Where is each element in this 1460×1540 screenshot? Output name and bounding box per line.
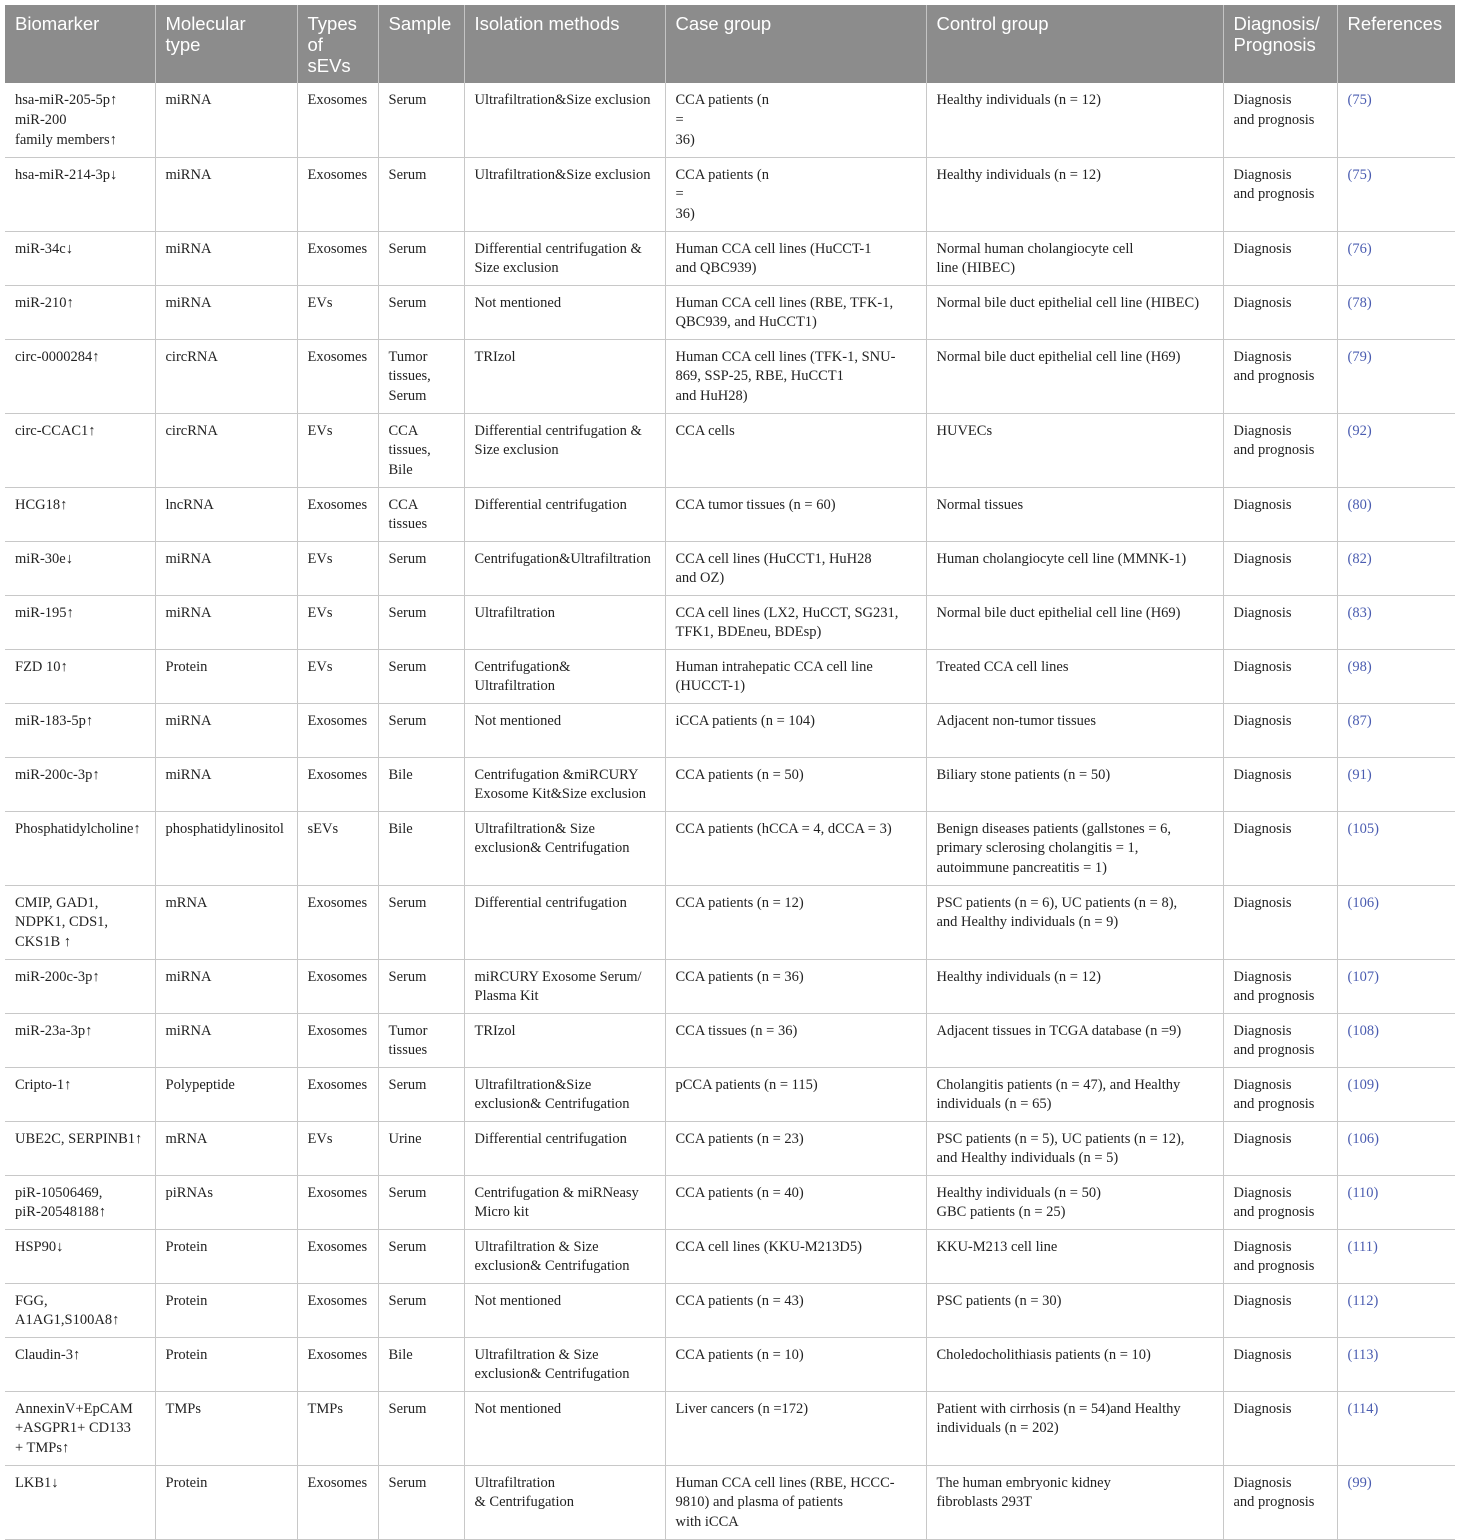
cell-diagnosis-prognosis: Diagnosis and prognosis xyxy=(1223,339,1337,413)
cell-isolation-methods: Not mentioned xyxy=(464,703,665,757)
table-row xyxy=(5,1067,1455,1121)
cell-molecular-type: Protein xyxy=(155,1229,297,1283)
cell-isolation-methods: Differential centrifugation & Size exclusion xyxy=(464,231,665,285)
cell-sample: Tumor tissues xyxy=(378,1013,464,1067)
cell-references[interactable]: (110) xyxy=(1337,1175,1455,1229)
cell-sample: Serum xyxy=(378,285,464,339)
cell-types-of-sevs: Exosomes xyxy=(297,231,378,285)
cell-control-group: Healthy individuals (n = 12) xyxy=(926,157,1223,231)
cell-sample: Serum xyxy=(378,83,464,157)
cell-types-of-sevs: Exosomes xyxy=(297,1175,378,1229)
cell-isolation-methods: Not mentioned xyxy=(464,285,665,339)
cell-biomarker: HSP90↓ xyxy=(5,1229,155,1283)
cell-references[interactable]: (111) xyxy=(1337,1229,1455,1283)
cell-case-group: Human CCA cell lines (TFK-1, SNU- 869, SSP-25, RBE, HuCCT1 and HuH28) xyxy=(665,339,926,413)
cell-biomarker: piR-10506469, piR-20548188↑ xyxy=(5,1175,155,1229)
table-row xyxy=(5,1391,1455,1465)
table-row xyxy=(5,487,1455,541)
cell-isolation-methods: Ultrafiltration & Size exclusion& Centrifugation xyxy=(464,1229,665,1283)
cell-diagnosis-prognosis: Diagnosis and prognosis xyxy=(1223,413,1337,487)
table-row xyxy=(5,1465,1455,1539)
cell-references[interactable]: (114) xyxy=(1337,1391,1455,1465)
cell-biomarker: miR-34c↓ xyxy=(5,231,155,285)
cell-diagnosis-prognosis: Diagnosis xyxy=(1223,285,1337,339)
table-row xyxy=(5,339,1455,413)
cell-control-group: HUVECs xyxy=(926,413,1223,487)
cell-types-of-sevs: Exosomes xyxy=(297,703,378,757)
cell-diagnosis-prognosis: Diagnosis xyxy=(1223,649,1337,703)
cell-diagnosis-prognosis: Diagnosis and prognosis xyxy=(1223,1175,1337,1229)
cell-types-of-sevs: EVs xyxy=(297,413,378,487)
cell-biomarker: Cripto-1↑ xyxy=(5,1067,155,1121)
cell-isolation-methods: Ultrafiltration&Size exclusion& Centrifugation xyxy=(464,1067,665,1121)
cell-types-of-sevs: Exosomes xyxy=(297,339,378,413)
cell-references[interactable]: (106) xyxy=(1337,885,1455,959)
cell-types-of-sevs: Exosomes xyxy=(297,1283,378,1337)
cell-sample: Bile xyxy=(378,1337,464,1391)
cell-diagnosis-prognosis: Diagnosis xyxy=(1223,885,1337,959)
cell-case-group: Human CCA cell lines (HuCCT-1 and QBC939) xyxy=(665,231,926,285)
cell-references[interactable]: (75) xyxy=(1337,83,1455,157)
cell-types-of-sevs: Exosomes xyxy=(297,757,378,811)
cell-biomarker: hsa-miR-214-3p↓ xyxy=(5,157,155,231)
cell-diagnosis-prognosis: Diagnosis xyxy=(1223,1121,1337,1175)
cell-molecular-type: miRNA xyxy=(155,541,297,595)
cell-types-of-sevs: EVs xyxy=(297,285,378,339)
cell-sample: Tumor tissues, Serum xyxy=(378,339,464,413)
cell-control-group: Benign diseases patients (gallstones = 6, primary sclerosing cholangitis = 1, autoimmune pancreatitis = 1) xyxy=(926,811,1223,885)
cell-isolation-methods: Differential centrifugation xyxy=(464,487,665,541)
header-isolation-methods: Isolation methods xyxy=(464,5,665,83)
header-types-of-sevs: Types of sEVs xyxy=(297,5,378,83)
header-molecular-type: Molecular type xyxy=(155,5,297,83)
cell-sample: Serum xyxy=(378,157,464,231)
cell-diagnosis-prognosis: Diagnosis and prognosis xyxy=(1223,1465,1337,1539)
cell-case-group: CCA patients (n = 40) xyxy=(665,1175,926,1229)
header-case-group: Case group xyxy=(665,5,926,83)
cell-types-of-sevs: Exosomes xyxy=(297,959,378,1013)
header-references: References xyxy=(1337,5,1455,83)
header-diagnosis-prognosis: Diagnosis/ Prognosis xyxy=(1223,5,1337,83)
cell-control-group: PSC patients (n = 30) xyxy=(926,1283,1223,1337)
cell-case-group: Human intrahepatic CCA cell line (HUCCT-1) xyxy=(665,649,926,703)
table-row xyxy=(5,885,1455,959)
cell-case-group: CCA patients (n = 12) xyxy=(665,885,926,959)
cell-isolation-methods: Ultrafiltration&Size exclusion xyxy=(464,83,665,157)
cell-sample: Bile xyxy=(378,811,464,885)
cell-control-group: Cholangitis patients (n = 47), and Healthy individuals (n = 65) xyxy=(926,1067,1223,1121)
cell-references[interactable]: (105) xyxy=(1337,811,1455,885)
cell-references[interactable]: (106) xyxy=(1337,1121,1455,1175)
cell-molecular-type: circRNA xyxy=(155,339,297,413)
cell-case-group: CCA patients (n = 36) xyxy=(665,959,926,1013)
cell-control-group: Adjacent non-tumor tissues xyxy=(926,703,1223,757)
table-row xyxy=(5,1229,1455,1283)
cell-isolation-methods: Differential centrifugation xyxy=(464,1121,665,1175)
cell-molecular-type: miRNA xyxy=(155,83,297,157)
cell-control-group: Normal bile duct epithelial cell line (H69) xyxy=(926,339,1223,413)
cell-molecular-type: mRNA xyxy=(155,1121,297,1175)
cell-control-group: Healthy individuals (n = 50) GBC patients (n = 25) xyxy=(926,1175,1223,1229)
cell-control-group: Human cholangiocyte cell line (MMNK-1) xyxy=(926,541,1223,595)
cell-isolation-methods: miRCURY Exosome Serum/ Plasma Kit xyxy=(464,959,665,1013)
cell-references[interactable]: (75) xyxy=(1337,157,1455,231)
cell-diagnosis-prognosis: Diagnosis xyxy=(1223,1337,1337,1391)
cell-biomarker: miR-200c-3p↑ xyxy=(5,757,155,811)
cell-isolation-methods: Ultrafiltration&Size exclusion xyxy=(464,157,665,231)
cell-biomarker: miR-30e↓ xyxy=(5,541,155,595)
cell-case-group: Human CCA cell lines (RBE, HCCC- 9810) and plasma of patients with iCCA xyxy=(665,1465,926,1539)
cell-molecular-type: Protein xyxy=(155,649,297,703)
cell-isolation-methods: Differential centrifugation & Size exclusion xyxy=(464,413,665,487)
cell-molecular-type: Polypeptide xyxy=(155,1067,297,1121)
cell-molecular-type: miRNA xyxy=(155,757,297,811)
cell-case-group: CCA patients (hCCA = 4, dCCA = 3) xyxy=(665,811,926,885)
cell-types-of-sevs: sEVs xyxy=(297,811,378,885)
table-row xyxy=(5,1121,1455,1175)
cell-control-group: PSC patients (n = 5), UC patients (n = 12), and Healthy individuals (n = 5) xyxy=(926,1121,1223,1175)
cell-references[interactable]: (79) xyxy=(1337,339,1455,413)
cell-isolation-methods: Not mentioned xyxy=(464,1283,665,1337)
cell-molecular-type: miRNA xyxy=(155,595,297,649)
cell-references[interactable]: (99) xyxy=(1337,1465,1455,1539)
cell-molecular-type: Protein xyxy=(155,1465,297,1539)
cell-isolation-methods: TRIzol xyxy=(464,339,665,413)
table-body xyxy=(5,83,1455,1539)
cell-references[interactable]: (82) xyxy=(1337,541,1455,595)
cell-sample: Serum xyxy=(378,703,464,757)
cell-control-group: Normal human cholangiocyte cell line (HIBEC) xyxy=(926,231,1223,285)
cell-biomarker: circ-0000284↑ xyxy=(5,339,155,413)
cell-types-of-sevs: Exosomes xyxy=(297,885,378,959)
cell-control-group: Normal bile duct epithelial cell line (H69) xyxy=(926,595,1223,649)
cell-case-group: iCCA patients (n = 104) xyxy=(665,703,926,757)
cell-isolation-methods: TRIzol xyxy=(464,1013,665,1067)
cell-case-group: CCA cell lines (LX2, HuCCT, SG231, TFK1, BDEneu, BDEsp) xyxy=(665,595,926,649)
table-header xyxy=(5,5,1455,83)
cell-biomarker: miR-210↑ xyxy=(5,285,155,339)
table-row xyxy=(5,1175,1455,1229)
cell-case-group: CCA patients (n = 36) xyxy=(665,157,926,231)
cell-molecular-type: miRNA xyxy=(155,1013,297,1067)
cell-types-of-sevs: Exosomes xyxy=(297,1337,378,1391)
cell-types-of-sevs: Exosomes xyxy=(297,1067,378,1121)
cell-references[interactable]: (83) xyxy=(1337,595,1455,649)
table-row xyxy=(5,1337,1455,1391)
cell-types-of-sevs: Exosomes xyxy=(297,157,378,231)
cell-case-group: CCA cell lines (KKU-M213D5) xyxy=(665,1229,926,1283)
table-row xyxy=(5,83,1455,157)
cell-references[interactable]: (108) xyxy=(1337,1013,1455,1067)
cell-biomarker: circ-CCAC1↑ xyxy=(5,413,155,487)
cell-sample: Serum xyxy=(378,541,464,595)
cell-diagnosis-prognosis: Diagnosis xyxy=(1223,757,1337,811)
cell-control-group: Biliary stone patients (n = 50) xyxy=(926,757,1223,811)
cell-references[interactable]: (109) xyxy=(1337,1067,1455,1121)
cell-sample: Urine xyxy=(378,1121,464,1175)
cell-types-of-sevs: Exosomes xyxy=(297,1013,378,1067)
cell-sample: Bile xyxy=(378,757,464,811)
cell-isolation-methods: Centrifugation &miRCURY Exosome Kit&Size exclusion xyxy=(464,757,665,811)
cell-biomarker: LKB1↓ xyxy=(5,1465,155,1539)
cell-molecular-type: piRNAs xyxy=(155,1175,297,1229)
cell-sample: CCA tissues, Bile xyxy=(378,413,464,487)
cell-diagnosis-prognosis: Diagnosis and prognosis xyxy=(1223,959,1337,1013)
table-row xyxy=(5,649,1455,703)
cell-molecular-type: mRNA xyxy=(155,885,297,959)
table-row xyxy=(5,1013,1455,1067)
cell-molecular-type: phosphatidylinositol xyxy=(155,811,297,885)
cell-biomarker: hsa-miR-205-5p↑ miR-200 family members↑ xyxy=(5,83,155,157)
cell-molecular-type: TMPs xyxy=(155,1391,297,1465)
table-row xyxy=(5,157,1455,231)
cell-sample: Serum xyxy=(378,1175,464,1229)
cell-molecular-type: miRNA xyxy=(155,231,297,285)
cell-types-of-sevs: TMPs xyxy=(297,1391,378,1465)
cell-diagnosis-prognosis: Diagnosis and prognosis xyxy=(1223,83,1337,157)
cell-biomarker: Phosphatidylcholine↑ xyxy=(5,811,155,885)
cell-control-group: Healthy individuals (n = 12) xyxy=(926,83,1223,157)
table-row xyxy=(5,413,1455,487)
cell-isolation-methods: Ultrafiltration xyxy=(464,595,665,649)
cell-case-group: CCA cells xyxy=(665,413,926,487)
cell-case-group: CCA tissues (n = 36) xyxy=(665,1013,926,1067)
cell-case-group: pCCA patients (n = 115) xyxy=(665,1067,926,1121)
cell-molecular-type: miRNA xyxy=(155,285,297,339)
cell-diagnosis-prognosis: Diagnosis xyxy=(1223,811,1337,885)
cell-molecular-type: circRNA xyxy=(155,413,297,487)
cell-references[interactable]: (87) xyxy=(1337,703,1455,757)
cell-sample: Serum xyxy=(378,231,464,285)
cell-references[interactable]: (91) xyxy=(1337,757,1455,811)
cell-diagnosis-prognosis: Diagnosis xyxy=(1223,595,1337,649)
cell-control-group: Normal bile duct epithelial cell line (HIBEC) xyxy=(926,285,1223,339)
cell-molecular-type: Protein xyxy=(155,1283,297,1337)
cell-biomarker: HCG18↑ xyxy=(5,487,155,541)
cell-references[interactable]: (80) xyxy=(1337,487,1455,541)
cell-sample: Serum xyxy=(378,959,464,1013)
cell-references[interactable]: (92) xyxy=(1337,413,1455,487)
cell-sample: CCA tissues xyxy=(378,487,464,541)
cell-case-group: CCA patients (n = 43) xyxy=(665,1283,926,1337)
cell-sample: Serum xyxy=(378,1067,464,1121)
table-container xyxy=(5,5,1455,1540)
cell-biomarker: FZD 10↑ xyxy=(5,649,155,703)
header-biomarker: Biomarker xyxy=(5,5,155,83)
cell-control-group: The human embryonic kidney fibroblasts 293T xyxy=(926,1465,1223,1539)
cell-isolation-methods: Differential centrifugation xyxy=(464,885,665,959)
cell-control-group: Choledocholithiasis patients (n = 10) xyxy=(926,1337,1223,1391)
table-row xyxy=(5,959,1455,1013)
cell-molecular-type: miRNA xyxy=(155,703,297,757)
cell-sample: Serum xyxy=(378,1229,464,1283)
cell-case-group: CCA tumor tissues (n = 60) xyxy=(665,487,926,541)
cell-sample: Serum xyxy=(378,1283,464,1337)
cell-isolation-methods: Ultrafiltration & Centrifugation xyxy=(464,1465,665,1539)
cell-biomarker: miR-195↑ xyxy=(5,595,155,649)
cell-references[interactable]: (113) xyxy=(1337,1337,1455,1391)
cell-sample: Serum xyxy=(378,595,464,649)
cell-types-of-sevs: EVs xyxy=(297,541,378,595)
cell-control-group: PSC patients (n = 6), UC patients (n = 8), and Healthy individuals (n = 9) xyxy=(926,885,1223,959)
cell-diagnosis-prognosis: Diagnosis xyxy=(1223,487,1337,541)
cell-diagnosis-prognosis: Diagnosis xyxy=(1223,1391,1337,1465)
header-row xyxy=(5,5,1455,83)
cell-case-group: CCA patients (n = 23) xyxy=(665,1121,926,1175)
cell-biomarker: Claudin-3↑ xyxy=(5,1337,155,1391)
cell-types-of-sevs: EVs xyxy=(297,595,378,649)
cell-molecular-type: miRNA xyxy=(155,959,297,1013)
cell-biomarker: FGG, A1AG1,S100A8↑ xyxy=(5,1283,155,1337)
cell-biomarker: CMIP, GAD1, NDPK1, CDS1, CKS1B ↑ xyxy=(5,885,155,959)
cell-types-of-sevs: EVs xyxy=(297,1121,378,1175)
cell-isolation-methods: Ultrafiltration& Size exclusion& Centrifugation xyxy=(464,811,665,885)
cell-case-group: CCA patients (n = 50) xyxy=(665,757,926,811)
cell-types-of-sevs: Exosomes xyxy=(297,1229,378,1283)
cell-biomarker: miR-23a-3p↑ xyxy=(5,1013,155,1067)
table-row xyxy=(5,541,1455,595)
cell-isolation-methods: Ultrafiltration & Size exclusion& Centrifugation xyxy=(464,1337,665,1391)
cell-case-group: Human CCA cell lines (RBE, TFK-1, QBC939, and HuCCT1) xyxy=(665,285,926,339)
cell-biomarker: miR-200c-3p↑ xyxy=(5,959,155,1013)
table-row xyxy=(5,231,1455,285)
cell-diagnosis-prognosis: Diagnosis xyxy=(1223,541,1337,595)
cell-types-of-sevs: Exosomes xyxy=(297,83,378,157)
cell-references[interactable]: (107) xyxy=(1337,959,1455,1013)
cell-diagnosis-prognosis: Diagnosis and prognosis xyxy=(1223,1067,1337,1121)
cell-molecular-type: lncRNA xyxy=(155,487,297,541)
cell-case-group: CCA cell lines (HuCCT1, HuH28 and OZ) xyxy=(665,541,926,595)
cell-sample: Serum xyxy=(378,1465,464,1539)
cell-control-group: Normal tissues xyxy=(926,487,1223,541)
cell-types-of-sevs: Exosomes xyxy=(297,487,378,541)
table-row xyxy=(5,595,1455,649)
cell-diagnosis-prognosis: Diagnosis and prognosis xyxy=(1223,1013,1337,1067)
header-control-group: Control group xyxy=(926,5,1223,83)
cell-references[interactable]: (78) xyxy=(1337,285,1455,339)
table-row xyxy=(5,285,1455,339)
table-row xyxy=(5,811,1455,885)
table-row xyxy=(5,757,1455,811)
cell-isolation-methods: Centrifugation & miRNeasy Micro kit xyxy=(464,1175,665,1229)
table-row xyxy=(5,703,1455,757)
cell-references[interactable]: (98) xyxy=(1337,649,1455,703)
cell-types-of-sevs: Exosomes xyxy=(297,1465,378,1539)
cell-control-group: Healthy individuals (n = 12) xyxy=(926,959,1223,1013)
cell-types-of-sevs: EVs xyxy=(297,649,378,703)
cell-case-group: CCA patients (n = 36) xyxy=(665,83,926,157)
cell-sample: Serum xyxy=(378,1391,464,1465)
cell-isolation-methods: Centrifugation& Ultrafiltration xyxy=(464,649,665,703)
cell-references[interactable]: (112) xyxy=(1337,1283,1455,1337)
cell-control-group: KKU-M213 cell line xyxy=(926,1229,1223,1283)
cell-diagnosis-prognosis: Diagnosis and prognosis xyxy=(1223,157,1337,231)
cell-diagnosis-prognosis: Diagnosis xyxy=(1223,703,1337,757)
cell-diagnosis-prognosis: Diagnosis xyxy=(1223,231,1337,285)
cell-diagnosis-prognosis: Diagnosis and prognosis xyxy=(1223,1229,1337,1283)
cell-case-group: Liver cancers (n =172) xyxy=(665,1391,926,1465)
cell-control-group: Treated CCA cell lines xyxy=(926,649,1223,703)
cell-biomarker: UBE2C, SERPINB1↑ xyxy=(5,1121,155,1175)
cell-sample: Serum xyxy=(378,885,464,959)
cell-biomarker: AnnexinV+EpCAM +ASGPR1+ CD133 + TMPs↑ xyxy=(5,1391,155,1465)
cell-control-group: Adjacent tissues in TCGA database (n =9) xyxy=(926,1013,1223,1067)
cell-molecular-type: miRNA xyxy=(155,157,297,231)
cell-control-group: Patient with cirrhosis (n = 54)and Healthy individuals (n = 202) xyxy=(926,1391,1223,1465)
cell-sample: Serum xyxy=(378,649,464,703)
cell-isolation-methods: Centrifugation&Ultrafiltration xyxy=(464,541,665,595)
cell-molecular-type: Protein xyxy=(155,1337,297,1391)
cell-isolation-methods: Not mentioned xyxy=(464,1391,665,1465)
cell-biomarker: miR-183-5p↑ xyxy=(5,703,155,757)
cell-diagnosis-prognosis: Diagnosis xyxy=(1223,1283,1337,1337)
table-row xyxy=(5,1283,1455,1337)
cell-references[interactable]: (76) xyxy=(1337,231,1455,285)
header-sample: Sample xyxy=(378,5,464,83)
biomarker-table xyxy=(5,5,1455,1540)
cell-case-group: CCA patients (n = 10) xyxy=(665,1337,926,1391)
